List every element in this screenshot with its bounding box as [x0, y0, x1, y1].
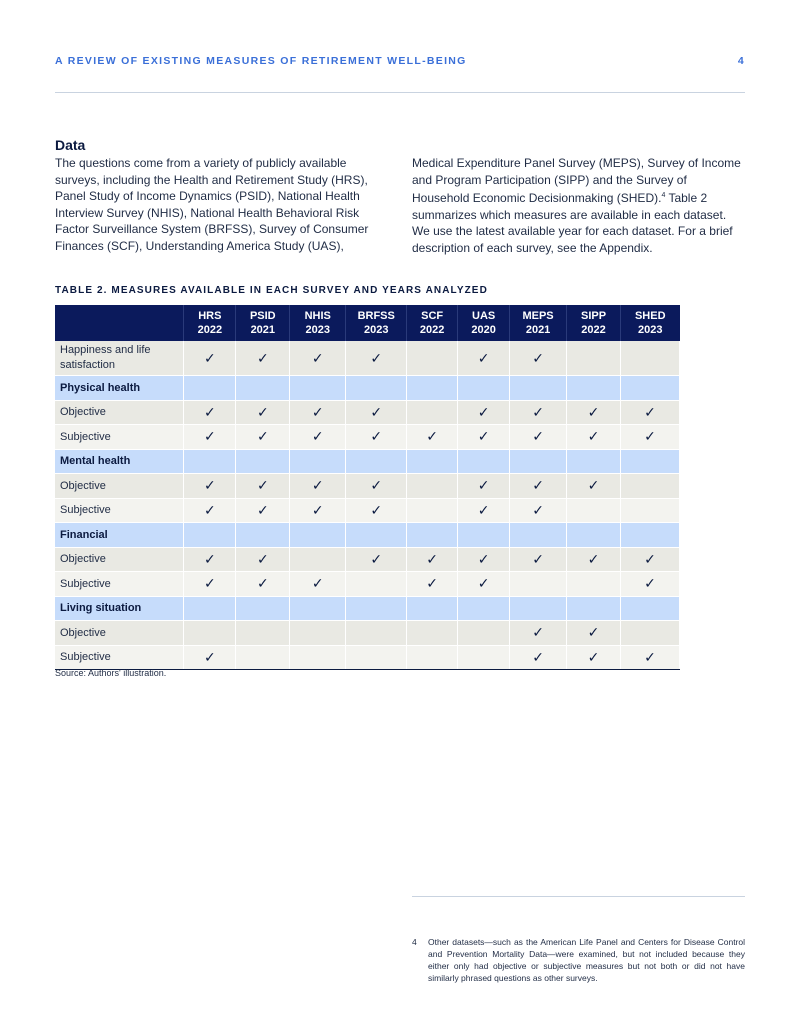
table-cell: [621, 572, 680, 597]
body-text-right-column: [412, 155, 745, 256]
table-cell: [236, 376, 290, 401]
checkmark-icon: ✓: [477, 349, 490, 366]
table-cell: [407, 449, 458, 474]
checkmark-icon: ✓: [532, 349, 544, 366]
checkmark-icon: ✓: [587, 403, 600, 420]
checkmark-icon: ✓: [256, 575, 269, 592]
table-row: [55, 474, 680, 499]
table-cell: [407, 523, 458, 548]
table-cell: [290, 425, 346, 450]
table-cell: [407, 621, 458, 646]
table-cell: [567, 523, 621, 548]
table-cell: [290, 523, 346, 548]
checkmark-icon: ✓: [477, 428, 490, 445]
running-header: [55, 55, 745, 67]
table-cell: [236, 596, 290, 621]
table-source-note: Source: Authors' illustration.: [55, 668, 167, 678]
table-row: [55, 400, 680, 425]
column-header-survey: NHIS: [304, 310, 331, 322]
row-label: Subjective: [55, 498, 184, 523]
checkmark-icon: ✓: [587, 550, 600, 567]
table-row: [55, 425, 680, 450]
table-header-corner: [55, 305, 184, 341]
checkmark-icon: ✓: [532, 477, 544, 494]
table-cell: [407, 498, 458, 523]
table-cell: [621, 645, 680, 670]
checkmark-icon: ✓: [587, 624, 600, 641]
table-cell: [621, 596, 680, 621]
checkmark-icon: ✓: [587, 477, 600, 494]
table-cell: [184, 645, 236, 670]
table-cell: [290, 547, 346, 572]
column-header-year: 2022: [197, 324, 223, 336]
table-header-row: [55, 305, 680, 341]
table-cell: [290, 341, 346, 376]
table-cell: [458, 645, 510, 670]
checkmark-icon: ✓: [311, 501, 324, 518]
table-cell: [236, 645, 290, 670]
checkmark-icon: ✓: [477, 403, 490, 420]
table-cell: [184, 425, 236, 450]
column-header-nhis: [290, 305, 346, 341]
table-cell: [567, 474, 621, 499]
table-cell: [510, 572, 567, 597]
table-cell: [621, 474, 680, 499]
column-header-year: 2022: [419, 324, 445, 336]
table-cell: [458, 547, 510, 572]
column-header-uas: [458, 305, 510, 341]
table-cell: [346, 449, 407, 474]
checkmark-icon: ✓: [532, 648, 544, 665]
table-cell: [458, 341, 510, 376]
checkmark-icon: ✓: [644, 648, 656, 665]
table-cell: [567, 645, 621, 670]
table-cell: [184, 400, 236, 425]
column-header-survey: PSID: [249, 310, 276, 322]
table-cell: [236, 523, 290, 548]
table-cell: [236, 572, 290, 597]
footnote-text: Other datasets—such as the American Life Panel and Centers for Disease Control and Prevention Mortality Data—were examined, but not included because they either only had objective or subjective measures but not both or did not have similarly phrased questions as other surveys.: [428, 937, 745, 983]
table-cell: [567, 425, 621, 450]
table-cell: [407, 425, 458, 450]
page-number: 4: [737, 55, 745, 67]
checkmark-icon: ✓: [532, 501, 544, 518]
checkmark-icon: ✓: [587, 648, 600, 665]
table-row: [55, 547, 680, 572]
group-label: Mental health: [55, 449, 184, 474]
checkmark-icon: ✓: [644, 403, 656, 420]
column-header-survey: SCF: [421, 310, 444, 322]
checkmark-icon: ✓: [203, 550, 216, 567]
group-label: Physical health: [55, 376, 184, 401]
table-cell: [567, 596, 621, 621]
column-header-year: 2021: [250, 324, 276, 336]
table-cell: [407, 474, 458, 499]
table-cell: [236, 474, 290, 499]
table-cell: [458, 474, 510, 499]
table-cell: [346, 572, 407, 597]
table-cell: [290, 474, 346, 499]
checkmark-icon: ✓: [426, 550, 439, 567]
table-cell: [346, 376, 407, 401]
table-row: [55, 341, 680, 376]
group-label: Living situation: [55, 596, 184, 621]
column-header-hrs: [184, 305, 236, 341]
table-group-row: [55, 596, 680, 621]
row-label: Objective: [55, 547, 184, 572]
table-cell: [236, 498, 290, 523]
table-cell: [621, 621, 680, 646]
section-title: Data: [55, 137, 86, 153]
table-cell: [407, 341, 458, 376]
group-label: Financial: [55, 523, 184, 548]
table-cell: [236, 341, 290, 376]
checkmark-icon: ✓: [311, 575, 324, 592]
checkmark-icon: ✓: [370, 501, 383, 518]
column-header-survey: HRS: [198, 310, 222, 322]
table-cell: [621, 523, 680, 548]
table-cell: [184, 547, 236, 572]
row-label: Objective: [55, 621, 184, 646]
checkmark-icon: ✓: [203, 428, 216, 445]
table-cell: [184, 341, 236, 376]
checkmark-icon: ✓: [256, 550, 269, 567]
checkmark-icon: ✓: [370, 428, 383, 445]
table-cell: [236, 621, 290, 646]
checkmark-icon: ✓: [203, 501, 216, 518]
checkmark-icon: ✓: [370, 349, 383, 366]
table-cell: [458, 498, 510, 523]
table-cell: [510, 645, 567, 670]
table-cell: [290, 596, 346, 621]
table-cell: [407, 596, 458, 621]
row-label: Objective: [55, 400, 184, 425]
table-cell: [184, 474, 236, 499]
checkmark-icon: ✓: [203, 477, 216, 494]
table-cell: [346, 621, 407, 646]
row-label: Subjective: [55, 572, 184, 597]
checkmark-icon: ✓: [477, 575, 490, 592]
column-header-scf: [407, 305, 458, 341]
measures-table: [55, 305, 680, 670]
table-cell: [236, 425, 290, 450]
table-cell: [184, 449, 236, 474]
table-group-row: [55, 449, 680, 474]
table-cell: [290, 498, 346, 523]
table-cell: [236, 547, 290, 572]
table-cell: [567, 547, 621, 572]
table-row: [55, 498, 680, 523]
checkmark-icon: ✓: [203, 648, 216, 665]
checkmark-icon: ✓: [587, 428, 600, 445]
table-cell: [346, 523, 407, 548]
table-cell: [621, 498, 680, 523]
table-cell: [510, 449, 567, 474]
column-header-psid: [236, 305, 290, 341]
table-cell: [346, 498, 407, 523]
table-cell: [567, 341, 621, 376]
table-cell: [346, 596, 407, 621]
column-header-sipp: [567, 305, 621, 341]
checkmark-icon: ✓: [256, 501, 269, 518]
row-label: Happiness and life satisfaction: [55, 341, 184, 376]
table-cell: [458, 523, 510, 548]
checkmark-icon: ✓: [203, 575, 216, 592]
checkmark-icon: ✓: [532, 550, 544, 567]
table-group-row: [55, 523, 680, 548]
table-cell: [290, 621, 346, 646]
checkmark-icon: ✓: [477, 550, 490, 567]
column-header-year: 2023: [363, 324, 389, 336]
table-cell: [510, 523, 567, 548]
table-cell: [290, 376, 346, 401]
table-cell: [346, 341, 407, 376]
table-cell: [184, 376, 236, 401]
checkmark-icon: ✓: [370, 550, 383, 567]
table-cell: [510, 400, 567, 425]
table-cell: [621, 449, 680, 474]
checkmark-icon: ✓: [426, 575, 439, 592]
checkmark-icon: ✓: [477, 477, 490, 494]
footnote: [412, 936, 745, 984]
column-header-shed: [621, 305, 680, 341]
table-cell: [407, 547, 458, 572]
table-cell: [510, 425, 567, 450]
checkmark-icon: ✓: [370, 403, 383, 420]
table-caption: TABLE 2. MEASURES AVAILABLE IN EACH SURVEY AND YEARS ANALYZED: [55, 285, 488, 296]
column-header-survey: MEPS: [522, 310, 554, 322]
footnote-divider: [412, 896, 745, 897]
column-header-year: 2020: [471, 324, 496, 336]
checkmark-icon: ✓: [370, 477, 383, 494]
table-cell: [407, 645, 458, 670]
table-row: [55, 645, 680, 670]
table-cell: [458, 621, 510, 646]
table-cell: [407, 376, 458, 401]
table-cell: [290, 400, 346, 425]
table-cell: [458, 425, 510, 450]
table-cell: [567, 449, 621, 474]
table-cell: [407, 572, 458, 597]
checkmark-icon: ✓: [644, 575, 656, 592]
table-cell: [184, 621, 236, 646]
table-cell: [458, 376, 510, 401]
body-text-left-column: The questions come from a variety of publicly available surveys, including the Health and Retirement Study (HRS), Panel Study of Income Dynamics (PSID), National Health Interview Survey (NHIS), National Health Behavioral Risk Factor Surveillance System (BRFSS), Survey of Consumer Finances (SCF), Understanding America Study (UAS),: [55, 156, 369, 253]
checkmark-icon: ✓: [256, 349, 269, 366]
column-header-year: 2022: [581, 324, 606, 336]
table-cell: [346, 645, 407, 670]
table-cell: [567, 572, 621, 597]
checkmark-icon: ✓: [256, 403, 269, 420]
table-cell: [290, 645, 346, 670]
checkmark-icon: ✓: [256, 477, 269, 494]
table-cell: [621, 547, 680, 572]
footnote-reference[interactable]: 4: [661, 192, 666, 199]
table-cell: [567, 498, 621, 523]
checkmark-icon: ✓: [644, 428, 656, 445]
body-text-right-part-b: Table 2 summarizes which measures are available in each dataset. We use the latest available year for each dataset. For a brief description of each survey, see the Appendix.: [412, 191, 733, 255]
table-cell: [567, 400, 621, 425]
row-label: Subjective: [55, 425, 184, 450]
footnote-number: 4: [412, 937, 417, 947]
checkmark-icon: ✓: [256, 428, 269, 445]
checkmark-icon: ✓: [203, 403, 216, 420]
table-cell: [458, 596, 510, 621]
table-cell: [458, 449, 510, 474]
column-header-brfss: [346, 305, 407, 341]
table-cell: [236, 400, 290, 425]
table-cell: [184, 498, 236, 523]
row-label: Objective: [55, 474, 184, 499]
column-header-survey: SIPP: [580, 310, 607, 322]
table-cell: [510, 547, 567, 572]
column-header-meps: [510, 305, 567, 341]
table-cell: [184, 523, 236, 548]
table-cell: [510, 341, 567, 376]
running-title: A REVIEW OF EXISTING MEASURES OF RETIREMENT WELL-BEING: [55, 55, 467, 67]
checkmark-icon: ✓: [311, 477, 324, 494]
checkmark-icon: ✓: [203, 349, 216, 366]
table-cell: [621, 341, 680, 376]
column-header-survey: UAS: [472, 310, 496, 322]
checkmark-icon: ✓: [311, 349, 324, 366]
checkmark-icon: ✓: [426, 428, 439, 445]
checkmark-icon: ✓: [644, 550, 656, 567]
checkmark-icon: ✓: [311, 403, 324, 420]
checkmark-icon: ✓: [532, 624, 544, 641]
table-cell: [510, 596, 567, 621]
column-header-year: 2021: [525, 324, 551, 336]
table-cell: [510, 498, 567, 523]
table-body: [55, 341, 680, 670]
checkmark-icon: ✓: [311, 428, 324, 445]
header-divider: [55, 92, 745, 93]
table-cell: [458, 400, 510, 425]
table-cell: [510, 376, 567, 401]
row-label: Subjective: [55, 645, 184, 670]
checkmark-icon: ✓: [532, 428, 544, 445]
table-cell: [458, 572, 510, 597]
column-header-year: 2023: [638, 324, 663, 336]
table-cell: [621, 400, 680, 425]
table-cell: [510, 621, 567, 646]
column-header-survey: BRFSS: [357, 310, 395, 322]
table-cell: [621, 376, 680, 401]
body-text-right-part-a: Medical Expenditure Panel Survey (MEPS), Survey of Income and Program Participation (SIPP) and the Survey of Household Economic Decisionmaking (SHED).: [412, 156, 741, 205]
table-cell: [290, 572, 346, 597]
table-cell: [184, 596, 236, 621]
column-header-year: 2023: [305, 324, 330, 336]
table-cell: [510, 474, 567, 499]
table-cell: [184, 572, 236, 597]
table-cell: [346, 400, 407, 425]
table-row: [55, 572, 680, 597]
table-cell: [346, 474, 407, 499]
table-cell: [346, 425, 407, 450]
table-cell: [236, 449, 290, 474]
table-row: [55, 621, 680, 646]
column-header-survey: SHED: [634, 310, 666, 322]
checkmark-icon: ✓: [532, 403, 544, 420]
table-group-row: [55, 376, 680, 401]
checkmark-icon: ✓: [477, 501, 490, 518]
table-cell: [567, 621, 621, 646]
table-cell: [346, 547, 407, 572]
table-cell: [290, 449, 346, 474]
table-cell: [407, 400, 458, 425]
table-cell: [567, 376, 621, 401]
table-cell: [621, 425, 680, 450]
